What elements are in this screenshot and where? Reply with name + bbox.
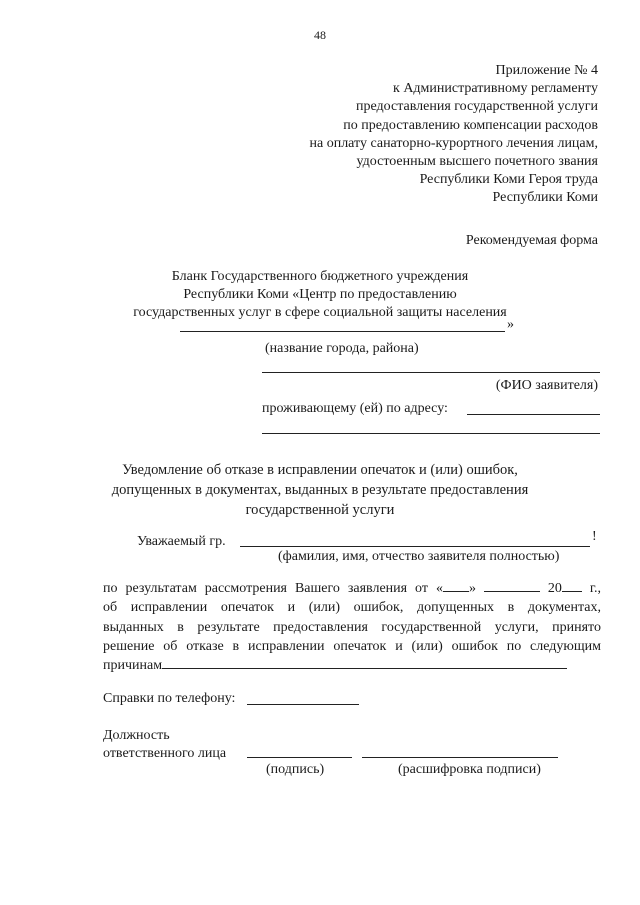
notice-title <box>0 460 640 520</box>
date-year-blank[interactable] <box>562 579 582 592</box>
page-number: 48 <box>314 28 326 42</box>
body-text-segment: г., <box>589 581 602 596</box>
notice-title-line: государственной услуги <box>245 502 395 518</box>
body-line-4: решение об отказе в исправлении опечаток и (или) ошибок по следующим <box>103 638 601 654</box>
organization-blank-line[interactable] <box>180 331 505 332</box>
appendix-line: удостоенным высшего почетного звания <box>356 154 598 170</box>
signature-decode-caption: (расшифровка подписи) <box>398 762 541 777</box>
recommended-form-label: Рекомендуемая форма <box>465 233 598 248</box>
applicant-name-line[interactable] <box>262 372 600 373</box>
greeting-caption: (фамилия, имя, отчество заявителя полностью) <box>278 549 560 564</box>
organization-block <box>0 268 640 322</box>
body-text-segment: 20 <box>547 581 562 596</box>
greeting-name-line[interactable] <box>240 546 590 547</box>
body-line-3: выданных в результате предоставления государственной услуги, принято <box>103 619 601 635</box>
body-line-5 <box>103 656 601 675</box>
date-month-blank[interactable] <box>484 579 540 592</box>
position-label-line-2: ответственного лица <box>103 746 227 761</box>
body-text-segment: по результатам рассмотрения Вашего заявления от « <box>103 581 443 596</box>
organization-line: Республики Коми «Центр по предоставлению <box>183 287 457 302</box>
body-text-segment: » <box>468 581 476 596</box>
date-day-blank[interactable] <box>443 579 469 592</box>
appendix-line: Республики Коми <box>492 190 598 206</box>
signature-caption: (подпись) <box>266 762 325 777</box>
appendix-line: Приложение № 4 <box>495 63 598 78</box>
organization-line: государственных услуг в сфере социальной защиты населения <box>133 305 507 320</box>
appendix-line: по предоставлению компенсации расходов <box>343 117 598 133</box>
signature-line[interactable] <box>247 757 352 758</box>
phone-label: Справки по телефону: <box>103 691 236 706</box>
address-line-1[interactable] <box>467 414 600 415</box>
appendix-line: на оплату санаторно-курортного лечения лицам, <box>309 135 598 151</box>
organization-closing-quote: » <box>507 317 514 332</box>
applicant-caption: (ФИО заявителя) <box>495 378 598 393</box>
body-text-segment: причинам <box>103 658 163 674</box>
greeting-exclamation: ! <box>592 529 597 544</box>
reasons-blank[interactable] <box>162 656 567 669</box>
greeting-label: Уважаемый гр. <box>137 534 226 549</box>
appendix-line: к Административному регламенту <box>393 81 598 97</box>
city-caption: (название города, района) <box>265 341 419 356</box>
signature-decode-line[interactable] <box>362 757 558 758</box>
body-line-1 <box>103 579 601 598</box>
notice-title-line: допущенных в документах, выданных в результате предоставления <box>111 482 529 498</box>
appendix-line: Республики Коми Героя труда <box>419 172 598 188</box>
address-line-2[interactable] <box>262 433 600 434</box>
phone-line[interactable] <box>247 704 359 705</box>
notice-title-line: Уведомление об отказе в исправлении опечаток и (или) ошибок, <box>122 462 518 478</box>
organization-line: Бланк Государственного бюджетного учреждения <box>171 269 469 284</box>
position-label-line-1: Должность <box>103 728 170 743</box>
notice-body <box>103 579 601 675</box>
address-label: проживающему (ей) по адресу: <box>262 401 448 416</box>
appendix-line: предоставления государственной услуги <box>356 99 598 115</box>
appendix-header <box>310 62 599 208</box>
body-line-2: об исправлении опечаток и (или) ошибок, допущенных в документах, <box>103 600 601 616</box>
